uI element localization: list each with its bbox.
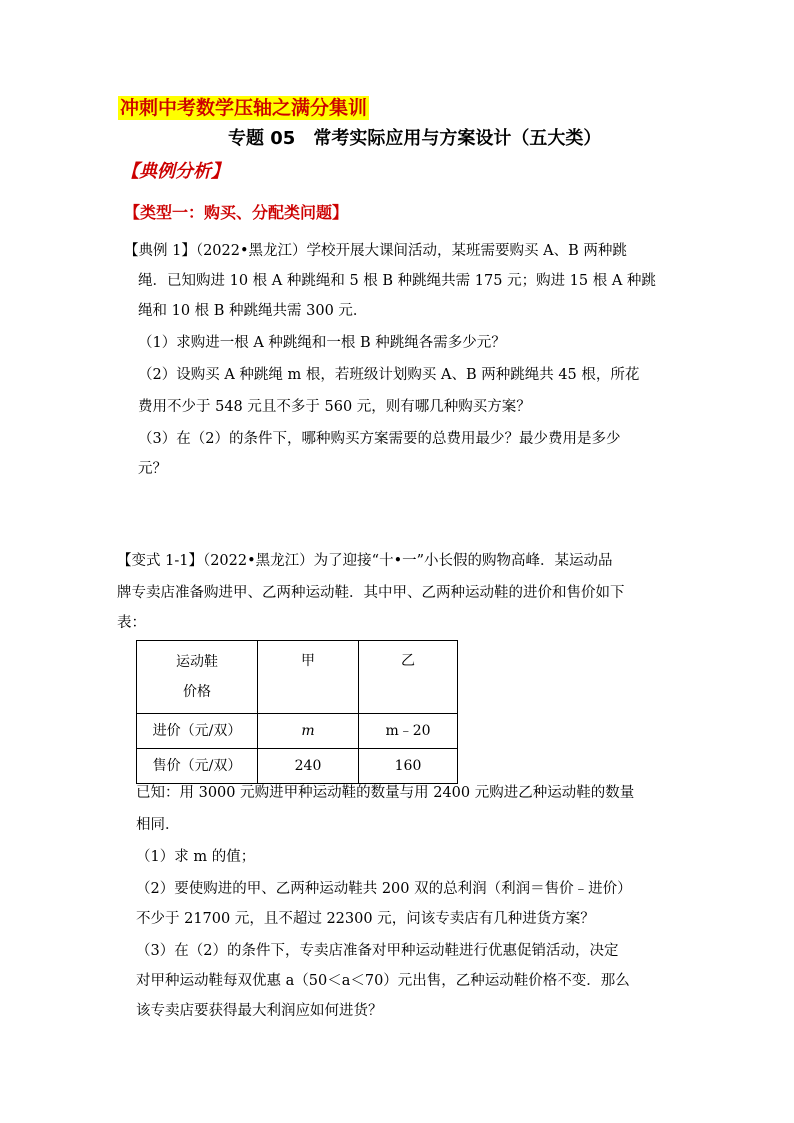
example1-question3-line1: （3）在（2）的条件下，哪种购买方案需要的总费用最少？最少费用是多少 bbox=[138, 431, 621, 447]
variant1-question3-line3: 该专卖店要获得最大利润应如何进货？ bbox=[136, 1003, 383, 1019]
example1-line1: 【典例 1】（2022•黑龙江）学校开展大课间活动，某班需要购买 A、B 两种跳 bbox=[124, 243, 627, 259]
table-header-line1: 运动鞋 bbox=[176, 654, 218, 670]
table-col-b: 乙 bbox=[359, 641, 458, 714]
price-table bbox=[136, 640, 458, 784]
variant1-known-line2: 相同． bbox=[136, 817, 180, 833]
example1-line2: 绳．已知购进 10 根 A 种跳绳和 5 根 B 种跳绳共需 175 元；购进 15 根 A 种跳 bbox=[138, 273, 656, 289]
section-title: 【典例分析】 bbox=[121, 161, 229, 182]
variant1-line1: 【变式 1-1】（2022•黑龙江）为了迎接“十•一”小长假的购物高峰．某运动品 bbox=[117, 553, 613, 569]
variant1-question3-line1: （3）在（2）的条件下，专卖店准备对甲种运动鞋进行优惠促销活动，决定 bbox=[136, 943, 619, 959]
table-row bbox=[137, 641, 458, 714]
table-row1-a: m bbox=[258, 714, 359, 749]
table-row2-a: 240 bbox=[258, 749, 359, 784]
type-title: 【类型一：购买、分配类问题】 bbox=[124, 203, 349, 222]
table-row bbox=[137, 749, 458, 784]
variant1-question3-line2: 对甲种运动鞋每双优惠 a（50＜a＜70）元出售，乙种运动鞋价格不变．那么 bbox=[136, 973, 630, 989]
topic-title: 专题 05 常考实际应用与方案设计（五大类） bbox=[228, 128, 602, 149]
example1-question3-line2: 元？ bbox=[138, 461, 167, 477]
variant1-known-line1: 已知：用 3000 元购进甲种运动鞋的数量与用 2400 元购进乙种运动鞋的数量 bbox=[136, 785, 635, 801]
collection-banner: 冲刺中考数学压轴之满分集训 bbox=[120, 97, 368, 119]
example1-question1: （1）求购进一根 A 种跳绳和一根 B 种跳绳各需多少元？ bbox=[138, 335, 506, 351]
variant1-line3: 表： bbox=[117, 615, 146, 631]
example1-question2-line1: （2）设购买 A 种跳绳 m 根，若班级计划购买 A、B 两种跳绳共 45 根，所花 bbox=[138, 367, 640, 383]
variant1-question2-line1: （2）要使购进的甲、乙两种运动鞋共 200 双的总利润（利润＝售价﹣进价） bbox=[136, 881, 632, 897]
example1-question2-line2: 费用不少于 548 元且不多于 560 元，则有哪几种购买方案？ bbox=[138, 399, 531, 415]
table-header-cell bbox=[137, 641, 258, 714]
table-row2-label: 售价（元/双） bbox=[137, 749, 258, 784]
table-col-a: 甲 bbox=[258, 641, 359, 714]
variant1-line2: 牌专卖店准备购进甲、乙两种运动鞋．其中甲、乙两种运动鞋的进价和售价如下 bbox=[117, 585, 625, 601]
variant1-question1: （1）求 m 的值； bbox=[136, 849, 256, 865]
table-header-line2: 价格 bbox=[183, 684, 211, 700]
table-row1-label: 进价（元/双） bbox=[137, 714, 258, 749]
variant1-question2-line2: 不少于 21700 元，且不超过 22300 元，问该专卖店有几种进货方案？ bbox=[136, 911, 595, 927]
table-row2-b: 160 bbox=[359, 749, 458, 784]
example1-line3: 绳和 10 根 B 种跳绳共需 300 元． bbox=[138, 303, 368, 319]
table-row bbox=[137, 714, 458, 749]
table-row1-b: m﹣20 bbox=[359, 714, 458, 749]
